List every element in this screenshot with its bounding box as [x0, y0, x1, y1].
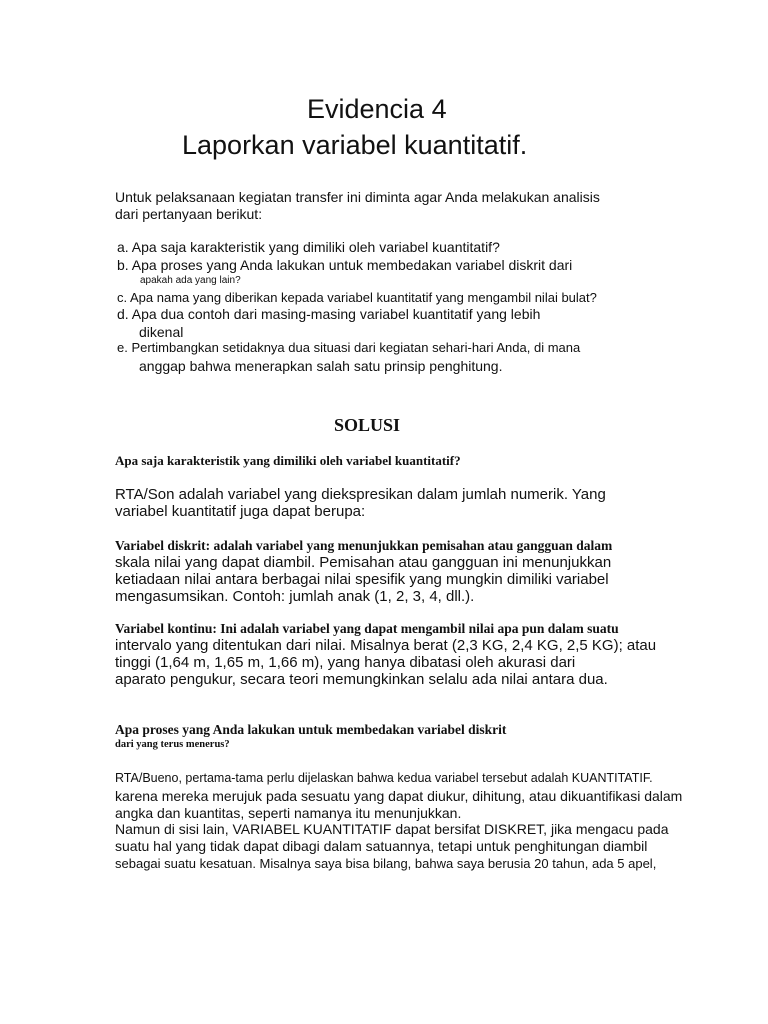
solution-question-heading-continuation: dari yang terus menerus?	[115, 739, 230, 750]
paragraph-line: skala nilai yang dapat diambil. Pemisahan atau gangguan ini menunjukkan	[115, 554, 612, 571]
paragraph-line: RTA/Son adalah variabel yang diekspresikan dalam jumlah numerik. Yang	[115, 486, 606, 503]
question-e: e. Pertimbangkan setidaknya dua situasi dari kegiatan sehari-hari Anda, di mana	[117, 340, 581, 355]
paragraph-line: mengasumsikan. Contoh: jumlah anak (1, 2, 3, 4, dll.).	[115, 588, 475, 605]
paragraph-lead-bold: Variabel diskrit: adalah variabel yang menunjukkan pemisahan atau gangguan dalam	[115, 538, 613, 553]
question-a: a. Apa saja karakteristik yang dimiliki oleh variabel kuantitatif?	[117, 239, 500, 255]
paragraph-line: suatu hal yang tidak dapat dibagi dalam satuannya, tetapi untuk penghitungan diambil	[115, 838, 648, 854]
paragraph-line: karena mereka merujuk pada sesuatu yang dapat diukur, dihitung, atau dikuantifikasi dalam	[115, 788, 683, 804]
paragraph-line: sebagai suatu kesatuan. Misalnya saya bisa bilang, bahwa saya berusia 20 tahun, ada 5 apel,	[115, 856, 657, 871]
question-d: d. Apa dua contoh dari masing-masing variabel kuantitatif yang lebih	[117, 306, 541, 322]
question-b-continuation: apakah ada yang lain?	[140, 275, 241, 286]
paragraph-line: ketiadaan nilai antara berbagai nilai spesifik yang mungkin dimiliki variabel	[115, 571, 609, 588]
paragraph-line: aparato pengukur, secara teori memungkinkan selalu ada nilai antara dua.	[115, 671, 608, 688]
document-title: Evidencia 4	[307, 94, 447, 124]
document-subtitle: Laporkan variabel kuantitatif.	[182, 130, 528, 160]
paragraph-line: variabel kuantitatif juga dapat berupa:	[115, 503, 366, 520]
paragraph-line: tinggi (1,64 m, 1,65 m, 1,66 m), yang hanya dibatasi oleh akurasi dari	[115, 654, 576, 671]
question-c: c. Apa nama yang diberikan kepada variabel kuantitatif yang mengambil nilai bulat?	[117, 290, 597, 305]
paragraph-line: intervalo yang ditentukan dari nilai. Misalnya berat (2,3 KG, 2,4 KG, 2,5 KG); atau	[115, 637, 657, 654]
solution-question-heading: Apa proses yang Anda lakukan untuk membedakan variabel diskrit	[115, 722, 507, 737]
intro-text-line: dari pertanyaan berikut:	[115, 206, 263, 222]
solution-heading: SOLUSI	[334, 415, 401, 435]
solution-question-heading: Apa saja karakteristik yang dimiliki oleh variabel kuantitatif?	[115, 453, 461, 468]
paragraph-line: angka dan kuantitas, seperti namanya itu menunjukkan.	[115, 805, 462, 821]
question-b: b. Apa proses yang Anda lakukan untuk membedakan variabel diskrit dari	[117, 257, 573, 273]
paragraph-lead-bold: Variabel kontinu: Ini adalah variabel yang dapat mengambil nilai apa pun dalam suatu	[115, 621, 619, 636]
question-d-continuation: dikenal	[139, 324, 184, 340]
question-e-continuation: anggap bahwa menerapkan salah satu prinsip penghitung.	[139, 358, 503, 374]
intro-text-line: Untuk pelaksanaan kegiatan transfer ini diminta agar Anda melakukan analisis	[115, 189, 600, 205]
paragraph-line: Namun di sisi lain, VARIABEL KUANTITATIF dapat bersifat DISKRET, jika mengacu pada	[115, 821, 669, 837]
paragraph-line: RTA/Bueno, pertama-tama perlu dijelaskan bahwa kedua variabel tersebut adalah KUANTITATIF.	[115, 771, 653, 785]
